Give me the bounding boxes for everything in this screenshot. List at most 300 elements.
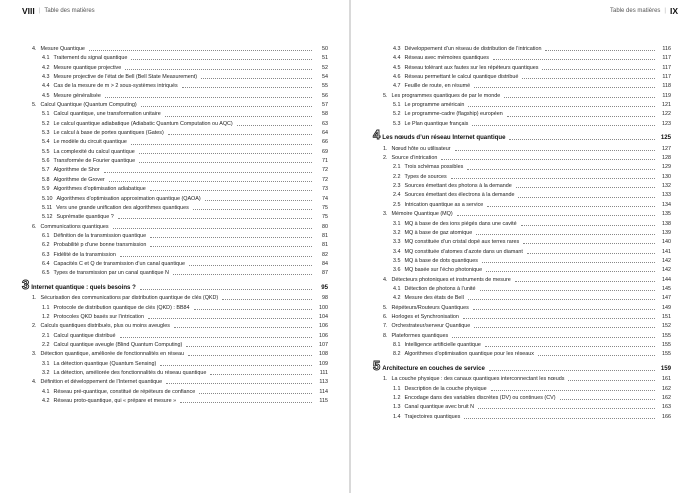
toc-entry [22,233,328,240]
toc-entry [22,121,328,128]
section-number: 6. [383,313,388,320]
toc-entry [22,205,328,212]
toc-entry-label [393,174,449,181]
toc-list-left [22,46,328,407]
chapter-number: 4 [373,127,381,143]
section-title: Algorithmes d’optimisation approximation quantique (QAOA) [56,195,201,202]
chapter-title: Les nœuds d’un réseau Internet quantique [382,134,506,142]
toc-entry [373,174,671,181]
page-reference: 147 [662,295,671,302]
page-reference: 84 [322,260,328,267]
toc-entry [22,295,328,302]
toc-entry-label [42,158,137,165]
section-title: Mesure Quantique [40,46,85,52]
toc-entry-label [32,323,172,330]
dot-leader [487,206,655,207]
page-reference: 58 [322,111,328,118]
dot-leader [199,393,312,394]
page-reference: 130 [662,173,671,180]
toc-entry-label [32,379,164,386]
dot-leader [125,69,312,70]
page-reference: 71 [322,158,328,165]
dot-leader [455,150,655,151]
dot-leader [474,327,655,328]
dot-leader [186,346,312,347]
section-number: 5.2 [42,120,50,127]
toc-entry [373,314,671,321]
section-title: Définition de la transmission quantique [53,232,147,239]
section-title: Mémoire Quantique (MQ) [391,211,453,218]
page-reference: 123 [662,120,671,127]
dot-leader [150,237,312,238]
dot-leader [486,271,655,272]
toc-entry [22,83,328,90]
toc-entry [373,46,671,53]
dot-leader [542,69,655,70]
section-number: 3.4 [393,248,401,255]
page-reference: 138 [662,220,671,227]
section-title: Probabilité p d’une bonne transmission [53,242,147,249]
page-reference: 117 [662,64,671,71]
toc-entry [373,183,671,190]
page-reference: 54 [322,74,328,81]
toc-entry [373,221,671,228]
dot-leader [473,309,655,310]
page-reference: 163 [662,404,671,411]
section-title: Le programme-cadre (flagship) européen [404,111,503,118]
section-title: Le programme américain [404,102,465,109]
section-number: 1. [32,295,37,302]
page-reference: 141 [662,248,671,255]
toc-entry [373,93,671,100]
section-number: 5.9 [42,186,50,193]
section-title: La détection quantique (Quantum Sensing) [53,360,157,367]
toc-entry [22,167,328,174]
dot-leader [113,228,312,229]
page-reference: 81 [322,232,328,239]
section-number: 3.2 [393,229,401,236]
dot-leader [194,309,312,310]
section-number: 4.2 [42,64,50,71]
page-reference: 56 [322,92,328,99]
section-number: 5. [383,92,388,99]
dot-leader [521,225,655,226]
toc-entry-label [32,295,220,302]
page-reference: 108 [319,351,328,358]
page-reference: 80 [322,223,328,230]
toc-entry [22,242,328,249]
section-number: 4.5 [393,64,401,71]
section-number: 1.4 [393,413,401,420]
toc-entry-label [383,314,461,321]
toc-entry-label [32,102,139,109]
page-reference: 111 [319,370,328,376]
section-title: Feuille de route, en résumé [404,83,471,90]
dot-leader [522,78,655,79]
toc-entry [373,376,671,383]
page-reference: 142 [662,267,671,274]
section-number: 4.1 [42,388,50,395]
dot-leader [139,153,312,154]
chapter-title: Architecture en couches de service [382,364,485,372]
toc-entry-label [393,46,543,53]
page-reference: 162 [662,385,671,392]
toc-entry-label [42,252,118,259]
toc-entry-label [42,398,178,405]
toc-entry [22,351,328,358]
page-reference: 115 [319,398,328,405]
toc-entry-label [383,376,566,383]
page-reference: 166 [662,413,671,420]
page-reference: 132 [662,183,671,190]
toc-entry-label [393,249,525,256]
running-head: Table des matières [610,8,661,14]
page-reference: 139 [662,229,671,236]
toc-entry-label [383,277,513,284]
dot-leader [480,290,655,291]
section-number: 6. [32,223,37,230]
toc-entry-label [383,211,455,218]
toc-entry-label [393,351,536,358]
section-number: 4.4 [393,55,401,62]
toc-entry [22,305,328,312]
section-title: Détecteurs photoniques et instruments de mesure [391,276,511,283]
dot-leader [515,281,655,282]
dot-leader [538,355,655,356]
section-number: 3. [32,351,37,358]
page-reference: 134 [662,201,671,208]
page-reference: 57 [322,102,328,109]
section-title: Protocole de distribution quantique de clés (QKD) : BB84 [53,304,190,311]
toc-entry-label [383,333,450,340]
dot-leader [165,116,312,117]
page-reference: 142 [662,257,671,264]
section-number: 8.2 [393,351,401,358]
toc-entry [22,158,328,165]
page-reference: 63 [322,120,328,127]
section-number: 1.3 [393,404,401,411]
toc-entry [373,192,671,199]
section-number: 4.4 [42,83,50,90]
toc-entry-label [32,351,186,358]
section-number: 5.4 [42,139,50,146]
section-title: MQ basée sur l’écho photonique [404,267,483,274]
dot-leader [504,97,655,98]
dot-leader [173,274,312,275]
toc-entry [373,295,671,302]
toc-entry [373,267,671,274]
dot-leader [476,234,655,235]
dot-leader [104,172,312,173]
section-title: Réseau proto-quantique, qui « prépare et mesure » [53,398,177,405]
dot-leader [160,365,312,366]
section-title: Cas de la mesure de m > 2 sous-systèmes intriqués [53,83,178,90]
toc-entry-label [393,121,470,128]
toc-entry-label [42,186,148,193]
section-number: 5.7 [42,167,50,174]
dot-leader [141,106,312,107]
section-title: Mesure projective de l’état de Bell (Bell State Measurement) [53,74,198,81]
section-title: Le modèle du circuit quantique [53,139,127,146]
page-reference: 69 [322,148,328,155]
chapter-number: 5 [373,357,381,373]
toc-entry [373,146,671,153]
page-reference: 121 [662,102,671,109]
page-reference: 98 [322,295,328,302]
page-reference: 50 [322,46,328,52]
section-number: 4.6 [393,74,401,81]
section-number: 3.2 [42,370,50,376]
page-reference: 144 [662,276,671,283]
page-reference: 72 [322,176,328,183]
dot-leader [474,87,655,88]
toc-entry [373,65,671,72]
dot-leader [472,125,655,126]
toc-entry-label [393,111,505,118]
toc-entry [22,102,328,109]
dot-leader [507,116,655,117]
toc-entry [22,398,328,405]
page-reference: 128 [662,155,671,162]
dot-leader [516,187,655,188]
section-title: Mesure des états de Bell [404,295,464,302]
section-title: Les programmes quantiques de par le monde [391,92,501,99]
toc-entry-label [393,202,485,209]
toc-entry [373,386,671,393]
toc-entry-label [42,111,163,118]
page-reference: 125 [660,134,671,142]
dot-leader [193,209,312,210]
toc-entry-label [42,55,129,62]
page-reference: 122 [662,111,671,118]
section-title: Types de transmission par un canal quantique N [53,270,169,277]
page-reference: 118 [662,83,671,90]
page-reference: 119 [662,92,671,99]
section-title: Transformée de Fourier quantique [53,158,136,165]
dot-leader [482,262,655,263]
toc-entry-label [42,74,199,81]
dot-leader [109,181,312,182]
section-title: Canal quantique avec bruit N [404,404,475,411]
dot-leader [210,374,312,375]
page-reference: 55 [322,83,328,90]
dot-leader [174,327,312,328]
toc-entry [22,65,328,72]
toc-entry-label [383,323,472,330]
section-number: 2.2 [42,341,50,348]
running-head: Table des matières [44,8,95,14]
section-number: 1. [383,376,388,383]
toc-entry [373,74,671,81]
dot-leader [120,337,312,338]
toc-entry-label [42,93,103,100]
section-number: 2. [32,323,37,330]
page-reference: 75 [322,204,328,211]
section-number: 3.1 [42,360,50,367]
toc-entry [22,214,328,221]
toc-entry [373,202,671,209]
toc-entry-label [42,261,187,268]
section-title: Sources émettant des électrons à la demande [404,192,515,199]
toc-entry [22,177,328,184]
right-page-header [610,6,678,16]
toc-entry-label [393,258,480,265]
page-reference: 51 [322,55,328,62]
toc-entry-label [393,74,520,81]
toc-entry-label [42,65,123,72]
section-number: 4.3 [393,46,401,52]
toc-entry-label [42,149,137,156]
section-title: La détection, améliorée des fonctionnalités du réseau quantique [53,370,207,376]
section-title: Intelligence artificielle quantique [404,341,481,348]
section-number: 4. [383,276,388,283]
dot-leader [105,97,312,98]
dot-leader [120,256,312,257]
toc-entry [22,186,328,193]
dot-leader [478,408,655,409]
section-number: 5.3 [42,130,50,137]
section-number: 4.5 [42,92,50,99]
dot-leader [451,178,655,179]
toc-entry-label [42,342,184,349]
toc-entry [373,277,671,284]
section-number: 1. [383,145,388,152]
dot-leader [545,50,655,51]
section-title: Calcul quantique aveugle (Blind Quantum Computing) [53,341,183,348]
page-reference: 81 [322,242,328,249]
section-number: 1.1 [393,385,401,392]
section-title: Protocoles QKD basés sur l’intrication [53,313,144,320]
section-title: MQ à base de gaz atomique [404,229,473,236]
section-title: Types de sources [404,173,447,180]
toc-entry-label [393,404,476,411]
toc-entry [22,370,328,377]
dot-leader [150,190,312,191]
toc-entry-label [393,65,540,72]
dot-leader [201,78,312,79]
toc-entry [22,93,328,100]
toc-entry-label [42,121,235,128]
section-title: Détection de photons à l’unité [404,285,476,292]
toc-entry-label [42,167,102,174]
toc-entry-label [42,205,191,212]
right-page [351,0,700,493]
section-number: 4.7 [393,83,401,90]
section-title: Vers une grande unification des algorithmes quantiques [56,204,189,211]
section-number: 6.2 [42,242,50,249]
toc-entry [373,155,671,162]
toc-entry-label [393,286,478,293]
section-title: La couche physique : des canaux quantiques interconnectant les nœuds [391,376,565,383]
page-reference: 95 [321,283,328,291]
toc-entry-label [42,305,192,312]
dot-leader [140,289,312,290]
section-number: 8.1 [393,341,401,348]
section-title: Détection quantique, améliorée de fonctionnalités en réseau [40,351,185,358]
toc-entry [22,270,328,277]
dot-leader [485,346,655,347]
toc-entry [373,102,671,109]
page-reference: 64 [322,130,328,137]
dot-leader [237,125,312,126]
toc-entry [22,342,328,349]
dot-leader [463,318,655,319]
toc-entry [22,389,328,396]
page-reference: 151 [662,313,671,320]
page-reference: 113 [319,379,328,386]
page-reference: 133 [662,192,671,199]
header-separator: | [38,8,41,14]
toc-entry-label [393,230,474,237]
toc-entry [373,211,671,218]
section-number: 3.1 [393,220,401,227]
toc-entry-label [393,164,465,171]
page-reference: 117 [662,74,671,81]
dot-leader [527,253,655,254]
toc-entry-label [393,342,483,349]
toc-entry-label [373,357,487,373]
toc-entry [373,342,671,349]
toc-entry-label [42,233,148,240]
page-reference: 159 [660,364,671,372]
section-title: Réseau avec mémoires quantiques [404,55,489,62]
section-title: Orchestrateur/serveur Quantique [391,323,471,330]
section-number: 5.11 [42,204,53,211]
toc-entry [373,305,671,312]
section-number: 1.1 [42,304,50,311]
toc-entry-label [393,395,558,402]
toc-entry-label [393,183,514,190]
section-number: 2.5 [393,201,401,208]
toc-chapter-entry [373,357,671,373]
toc-list-right [373,46,671,423]
toc-entry-label [383,305,471,312]
section-title: Capacités C et Q de transmission d’un canal quantique [53,260,186,267]
toc-entry [22,224,328,231]
toc-chapter-entry [373,127,671,143]
section-number: 2.2 [393,173,401,180]
toc-entry-label [42,270,171,277]
section-number: 5.8 [42,176,50,183]
toc-entry [22,314,328,321]
dot-leader [180,402,312,403]
page-reference: 73 [322,186,328,193]
section-number: 4. [32,46,37,52]
section-title: Fidélité de la transmission [53,251,116,258]
section-number: 3.3 [393,239,401,246]
toc-entry [22,361,328,368]
section-number: 5.6 [42,158,50,165]
section-title: La complexité du calcul quantique [53,148,135,155]
page-reference: 66 [322,139,328,146]
dot-leader [150,246,312,247]
section-number: 4. [32,379,37,386]
dot-leader [468,106,655,107]
toc-entry-label [32,224,111,231]
section-number: 4.3 [42,74,50,81]
section-number: 2.4 [393,192,401,199]
section-number: 5.5 [42,148,50,155]
section-title: Mesure quantique projective [53,64,122,71]
toc-entry [22,74,328,81]
page-reference: 100 [319,304,328,311]
section-title: Calculs quantiques distribués, plus ou moins aveugles [40,323,170,330]
section-number: 5.1 [393,102,401,109]
page-reference: 152 [662,323,671,330]
dot-leader [189,265,312,266]
dot-leader [518,197,655,198]
page-number: IX [669,6,678,16]
